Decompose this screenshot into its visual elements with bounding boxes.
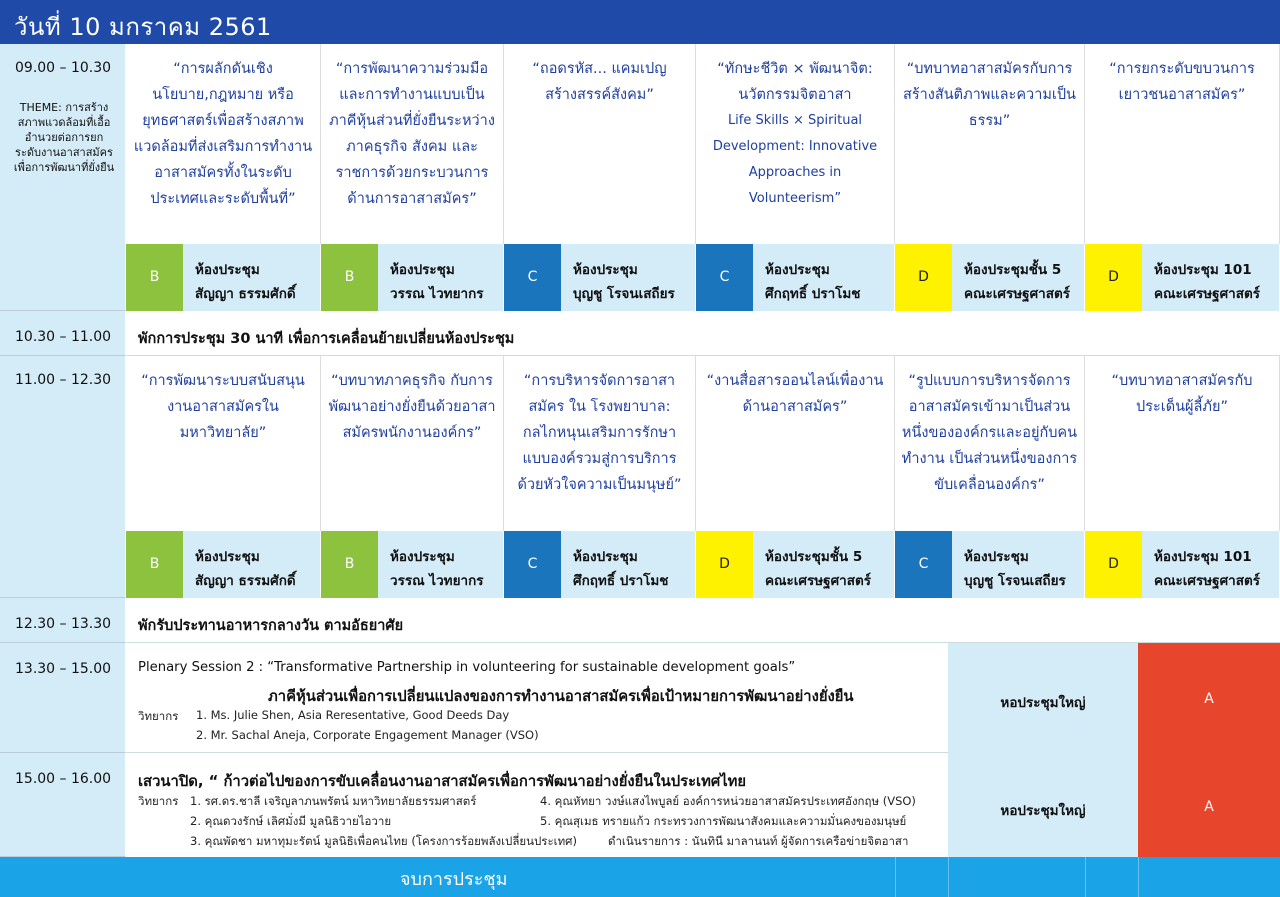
room-line2: คณะเศรษฐศาสตร์ (964, 286, 1070, 302)
room-line2: คณะเศรษฐศาสตร์ (765, 573, 871, 589)
topic-1-1: “การผลักดันเชิงนโยบาย,กฎหมาย หรือยุทธศาสตร์เพื่อสร้างสภาพแวดล้อมที่ส่งเสริมการทำงานอาสาสมัครทั้งในระดับประเทศและระดับพื้นที่” (126, 44, 321, 244)
room-label-slot1-2: B (321, 244, 378, 311)
room-name-slot1-4 (753, 244, 895, 311)
room-line1: ห้องประชุม (573, 262, 638, 278)
room-name-slot2-2 (378, 531, 504, 598)
room-label-slot1-1: B (126, 244, 183, 311)
room-label-slot2-6: D (1085, 531, 1142, 598)
closing-speaker-1: 1. รศ.ดร.ชาลี เจริญลาภนพรัตน์ มหาวิทยาลัยธรรมศาสตร์ (190, 794, 477, 808)
room-name-slot1-1 (183, 244, 321, 311)
room-name-slot1-3 (561, 244, 696, 311)
footer-label: จบการประชุม (400, 869, 508, 890)
plenary-speaker-2: 2. Mr. Sachal Aneja, Corporate Engagement Manager (VSO) (196, 728, 539, 742)
topic-2-2: “บทบาทภาคธุรกิจ กับการพัฒนาอย่างยั่งยืนด้วยอาสาสมัครพนักงานองค์กร” (321, 356, 504, 531)
plenary-title-th: ภาคีหุ้นส่วนเพื่อการเปลี่ยนแปลงของการทำงานอาสาสมัครเพื่อเป้าหมายการพัฒนาอย่างยั่งยืน (268, 688, 854, 705)
room-line1: ห้องประชุม (195, 262, 260, 278)
room-name-slot1-2 (378, 244, 504, 311)
time-slot2: 11.00 – 12.30 (15, 372, 112, 388)
footer-divider (948, 857, 949, 897)
time-break1: 10.30 – 11.00 (15, 329, 112, 345)
topic-1-3: “ถอดรหัส... แคมเปญสร้างสรรค์สังคม” (504, 44, 696, 244)
room-line2: สัญญา ธรรมศักดิ์ (195, 286, 296, 302)
room-line1: ห้องประชุม (390, 549, 455, 565)
closing-speaker-4: 4. คุณหัทยา วงษ์แสงไพบูลย์ องค์การหน่วยอาสาสมัครประเทศอังกฤษ (VSO) (540, 794, 916, 808)
room-line1: ห้องประชุม (964, 549, 1029, 565)
room-line2: คณะเศรษฐศาสตร์ (1154, 573, 1260, 589)
plenary-speaker-label: วิทยากร (138, 709, 179, 723)
footer-bar (0, 857, 1280, 897)
room-line1: ห้องประชุมชั้น 5 (765, 549, 863, 565)
plenary-title-en: Plenary Session 2 : “Transformative Partnership in volunteering for sustainable development goals” (138, 660, 796, 675)
time-plenary: 13.30 – 15.00 (15, 661, 112, 677)
topic-1-2: “การพัฒนาความร่วมมือและการทำงานแบบเป็นภาคีหุ้นส่วนที่ยั่งยืนระหว่างภาคธุรกิจ สังคม และราชการด้วยกระบวนการด้านการอาสาสมัคร” (321, 44, 504, 244)
time-cell-slot1 (0, 44, 126, 311)
room-line1: ห้องประชุม 101 (1154, 549, 1252, 565)
room-label-slot1-6: D (1085, 244, 1142, 311)
footer-text (400, 864, 508, 893)
room-line1: ห้องประชุมชั้น 5 (964, 262, 1062, 278)
room-label-slot1-4: C (696, 244, 753, 311)
time-cell-slot2 (0, 356, 126, 598)
page-title: วันที่ 10 มกราคม 2561 (0, 0, 1280, 44)
room-name-slot1-6 (1142, 244, 1280, 311)
plenary-speaker-1: 1. Ms. Julie Shen, Asia Reresentative, Good Deeds Day (196, 708, 510, 722)
room-name-slot1-5 (952, 244, 1085, 311)
room-name-slot2-1 (183, 531, 321, 598)
break1-text: พักการประชุม 30 นาที เพื่อการเคลื่อนย้ายเปลี่ยนห้องประชุม (126, 311, 1280, 356)
topic-1-4-en: Life Skills × Spiritual Development: Innovative Approaches in Volunteerism” (712, 113, 878, 206)
closing-title: เสวนาปิด, “ ก้าวต่อไปของการขับเคลื่อนงานอาสาสมัครเพื่อการพัฒนาอย่างยั่งยืนในประเทศไทย (138, 773, 747, 790)
room-label-slot2-2: B (321, 531, 378, 598)
topic-2-5: “รูปแบบการบริหารจัดการอาสาสมัครเข้ามาเป็นส่วนหนึ่งขององค์กรและอยู่กับคนทำงาน เป็นส่วนหนึ่งของการขับเคลื่อนองค์กร” (895, 356, 1085, 531)
closing-speaker-label: วิทยากร (138, 794, 179, 808)
closing-speaker-2: 2. คุณดวงรักษ์ เลิศมั่งมี มูลนิธิวายไอวาย (190, 814, 392, 828)
room-line2: สัญญา ธรรมศักดิ์ (195, 573, 296, 589)
room-line1: ห้องประชุม 101 (1154, 262, 1252, 278)
topic-1-4 (696, 44, 895, 244)
footer-divider (895, 857, 896, 897)
room-line2: บุญชู โรจนเสถียร (573, 286, 675, 302)
room-line1: ห้องประชุม (573, 549, 638, 565)
room-line2: คณะเศรษฐศาสตร์ (1154, 286, 1260, 302)
room-name-slot2-3 (561, 531, 696, 598)
room-label-slot2-5: C (895, 531, 952, 598)
room-label-slot1-3: C (504, 244, 561, 311)
closing-moderator: ดำเนินรายการ : นันทินี มาลานนท์ ผู้จัดการเครือข่ายจิตอาสา (608, 834, 909, 848)
room-label-a-closing: A (1138, 753, 1280, 857)
room-name-slot2-6 (1142, 531, 1280, 598)
topic-2-6: “บทบาทอาสาสมัครกับประเด็นผู้ลี้ภัย” (1085, 356, 1280, 531)
room-line1: ห้องประชุม (195, 549, 260, 565)
topic-1-6: “การยกระดับขบวนการเยาวชนอาสาสมัคร” (1085, 44, 1280, 244)
closing-speaker-3: 3. คุณพัดชา มหาทุมะรัตน์ มูลนิธิเพื่อคนไทย (โครงการร้อยพลังเปลี่ยนประเทศ) (190, 834, 577, 848)
room-line1: ห้องประชุม (765, 262, 830, 278)
theme-text: THEME: การสร้างสภาพแวดล้อมที่เอื้ออำนวยต่อการยกระดับงานอาสาสมัครเพื่อการพัฒนาที่ยั่งยืน (13, 101, 115, 174)
topic-1-4-th: “ทักษะชีวิต × พัฒนาจิต: นวัตกรรมจิตอาสา (717, 61, 873, 103)
room-line2: ศึกฤทธิ์ ปราโมช (573, 573, 669, 589)
time-slot1: 09.00 – 10.30 (15, 60, 112, 76)
topic-1-5: “บทบาทอาสาสมัครกับการสร้างสันติภาพและความเป็นธรรม” (895, 44, 1085, 244)
closing-venue: หอประชุมใหญ่ (948, 753, 1138, 857)
time-closing: 15.00 – 16.00 (15, 771, 112, 787)
room-line2: บุญชู โรจนเสถียร (964, 573, 1066, 589)
plenary-venue: หอประชุมใหญ่ (948, 643, 1138, 753)
topic-2-1: “การพัฒนาระบบสนับสนุนงานอาสาสมัครในมหาวิทยาลัย” (126, 356, 321, 531)
room-line2: วรรณ ไวทยากร (390, 573, 484, 589)
time-break2: 12.30 – 13.30 (15, 616, 112, 632)
room-line1: ห้องประชุม (390, 262, 455, 278)
room-name-slot2-4 (753, 531, 895, 598)
closing-speaker-5: 5. คุณสุเมธ ทรายแก้ว กระทรวงการพัฒนาสังคมและความมั่นคงของมนุษย์ (540, 814, 907, 828)
footer-divider (1085, 857, 1086, 897)
room-label-slot2-1: B (126, 531, 183, 598)
room-label-a: A (1138, 643, 1280, 753)
room-line2: ศึกฤทธิ์ ปราโมช (765, 286, 861, 302)
room-label-slot2-3: C (504, 531, 561, 598)
room-label-slot1-5: D (895, 244, 952, 311)
room-line2: วรรณ ไวทยากร (390, 286, 484, 302)
break2-text: พักรับประทานอาหารกลางวัน ตามอัธยาศัย (126, 598, 1280, 643)
topic-2-3: “การบริหารจัดการอาสาสมัคร ใน โรงพยาบาล: กลไกหนุนเสริมการรักษาแบบองค์รวมสู่การบริการด้วยหัวใจความเป็นมนุษย์” (504, 356, 696, 531)
room-name-slot2-5 (952, 531, 1085, 598)
room-label-slot2-4: D (696, 531, 753, 598)
footer-divider (1138, 857, 1139, 897)
topic-2-4: “งานสื่อสารออนไลน์เพื่องานด้านอาสาสมัคร” (696, 356, 895, 531)
